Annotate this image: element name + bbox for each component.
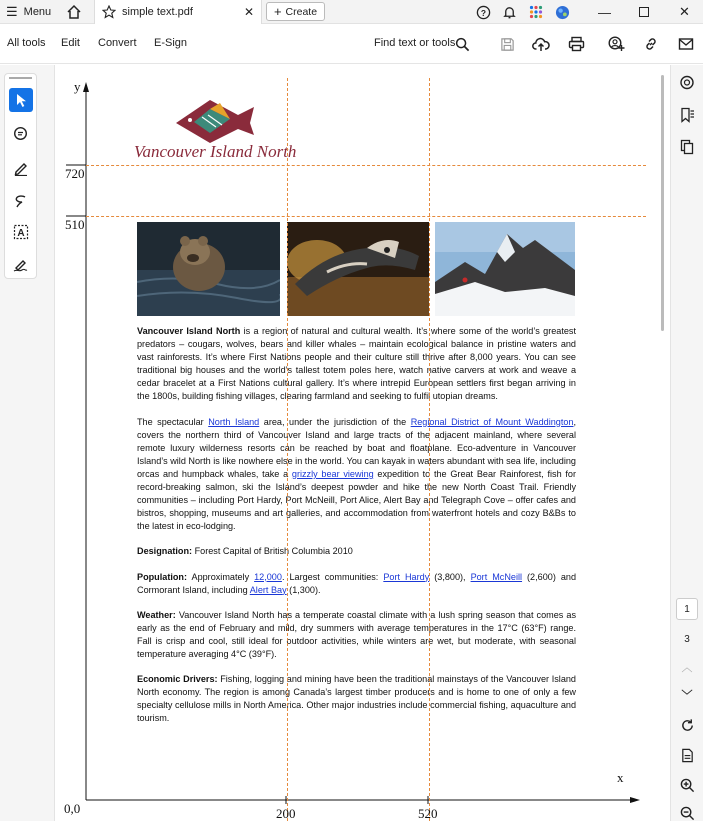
chat-icon — [679, 75, 695, 91]
next-page-button[interactable] — [677, 685, 697, 705]
menu-label: Menu — [23, 6, 52, 18]
page-display-button[interactable] — [677, 745, 697, 765]
guide-x-520 — [429, 78, 430, 821]
logo-text: Vancouver Island North — [134, 142, 297, 161]
create-label: Create — [285, 5, 318, 18]
current-page-label: 1 — [684, 603, 690, 615]
zoom-in-button[interactable] — [677, 775, 697, 795]
link-regional-district[interactable]: Regional District of Mount Waddington — [410, 416, 574, 427]
designation-text: Forest Capital of British Columbia 2010 — [192, 546, 353, 557]
economic-text: Fishing, logging and mining have been the traditional mainstays of the Vancouver Island North economy. The region is among Canada’s largest timber producers and is home to one of only a few specialty cellulose mills in North America. Other major industries include commercial fishing, aquaculture and tourism. — [137, 674, 576, 724]
x-tick-200: 200 — [276, 806, 296, 821]
rotate-button[interactable] — [677, 715, 697, 735]
tab-title: simple text.pdf — [122, 6, 193, 18]
designation-label: Designation: — [137, 546, 193, 557]
ai-assistant-button[interactable] — [677, 73, 697, 93]
weather-text: Vancouver Island North has a temperate coastal climate with a lush spring season that comes as early as the end of February and mild, dry summers with average temperatures in the 17°C (63°F) range. Fall is crisp and cool, still ideal for outdoor activities, while winters are wet, but moderate, with seasonal temperature averaging 4°C (39°F). — [137, 609, 576, 659]
right-panel — [670, 65, 703, 821]
close-icon: ✕ — [679, 4, 690, 19]
bookmark-icon — [679, 107, 695, 123]
menu-all-tools[interactable]: All tools — [7, 37, 46, 49]
economic-label: Economic Drivers: — [137, 674, 218, 685]
zoom-in-icon — [680, 778, 695, 793]
region-text-a: The spectacular — [137, 416, 209, 427]
population-text-b: . Largest communities: — [281, 571, 384, 582]
svg-text:?: ? — [480, 7, 487, 18]
chevron-down-icon: ﹀ — [681, 690, 693, 702]
previous-page-button[interactable] — [677, 657, 697, 677]
total-pages — [677, 629, 697, 649]
svg-text:A: A — [17, 228, 25, 239]
pages-button[interactable] — [677, 137, 697, 157]
rotate-icon — [680, 718, 695, 733]
chevron-up-icon: ︿ — [681, 662, 693, 674]
total-pages-label: 3 — [684, 633, 690, 645]
vertical-scrollbar[interactable] — [660, 65, 668, 821]
guide-y-510 — [86, 216, 646, 217]
y-axis-label: y — [74, 79, 81, 94]
find-tools-button[interactable]: Find text or tools — [374, 37, 456, 49]
x-tick-520: 520 — [418, 806, 438, 821]
intro-text: is a region of natural and cultural wealth. It’s where some of the world’s greatest predators – cougars, wolves, bears and killer whales – maintain ecological balance in pristine waters and vast rainforests. It’s where First Nations people and their culture still thrive after 8,000 years. You can see traditional big houses and the world’s tallest totem poles here, watch native carvers at work and weave a cedar bracelet at a First Nations cultural gallery. It’s where intrepid European settlers first began arriving in the 1800s, building fishing villages, clearing farmland and seeking to fulfil utopian dreams. — [137, 326, 576, 402]
minimize-icon: — — [598, 4, 611, 20]
guide-x-200 — [287, 78, 288, 821]
population-text-e: (1,300). — [286, 584, 321, 595]
zoom-out-icon — [680, 806, 695, 821]
population-text-d: (2,600) and Cormorant Island, including — [137, 571, 577, 595]
intro-bold: Vancouver Island North — [137, 326, 241, 336]
link-12000[interactable]: 12,000 — [254, 571, 282, 582]
population-text-c: (3,800), — [429, 571, 471, 582]
y-tick-720: 720 — [65, 166, 85, 181]
page-number-input[interactable] — [676, 598, 698, 620]
region-text-d: expedition to the Great Bear Rainforest, fish for record-breaking salmon, ski the Island’s deepest powder and hike the new North Coast Trail. Friendly communities – including Port Hardy, Port McNeill, Port Alice, Alert Bay and Telegraph Cove – offer cafes and bistros, shopping, museums and art galleries, and accommodation from waterfront hotels and cozy B&Bs to the latest in eco-lodging. — [137, 468, 576, 532]
link-port-hardy[interactable]: Port Hardy — [383, 571, 430, 582]
menu-esign[interactable]: E-Sign — [154, 37, 188, 49]
tab-close-icon[interactable]: ✕ — [243, 5, 254, 19]
link-north-island[interactable]: North Island — [208, 416, 260, 427]
link-alert-bay[interactable]: Alert Bay — [249, 584, 287, 595]
menu-edit[interactable]: Edit — [61, 37, 80, 49]
link-port-mcneill[interactable]: Port McNeill — [470, 571, 523, 582]
weather-label: Weather: — [137, 609, 176, 620]
guide-y-720 — [86, 165, 646, 166]
zoom-out-button[interactable] — [677, 803, 697, 821]
region-text-b: area, under the jurisdiction of the — [259, 416, 411, 427]
hamburger-icon: ☰ — [6, 4, 18, 19]
copy-pages-icon — [679, 139, 695, 155]
origin-label: 0,0 — [64, 801, 81, 816]
x-axis-label: x — [617, 770, 624, 785]
plus-icon: + — [273, 4, 282, 19]
population-text-a: Approximately — [187, 571, 255, 582]
y-tick-510: 510 — [65, 217, 85, 232]
population-label: Population: — [137, 571, 188, 582]
page-settings-icon — [680, 748, 695, 763]
menu-convert[interactable]: Convert — [98, 37, 137, 49]
scrollbar-thumb[interactable] — [661, 75, 664, 331]
region-text-c: , covers the northern third of Vancouver Island and large tracts of the adjacent mainland, where several remote luxury wilderness resorts can be reached by boat and floatplane. Eco-adventure in Vancouver Island’s wild North is like nowhere else in the world. You can kayak in waters abundant with sea life, including orcas and humpback whales, take a — [137, 416, 577, 479]
bookmarks-button[interactable] — [677, 105, 697, 125]
link-grizzly-bear-viewing[interactable]: grizzly bear viewing — [291, 468, 374, 479]
